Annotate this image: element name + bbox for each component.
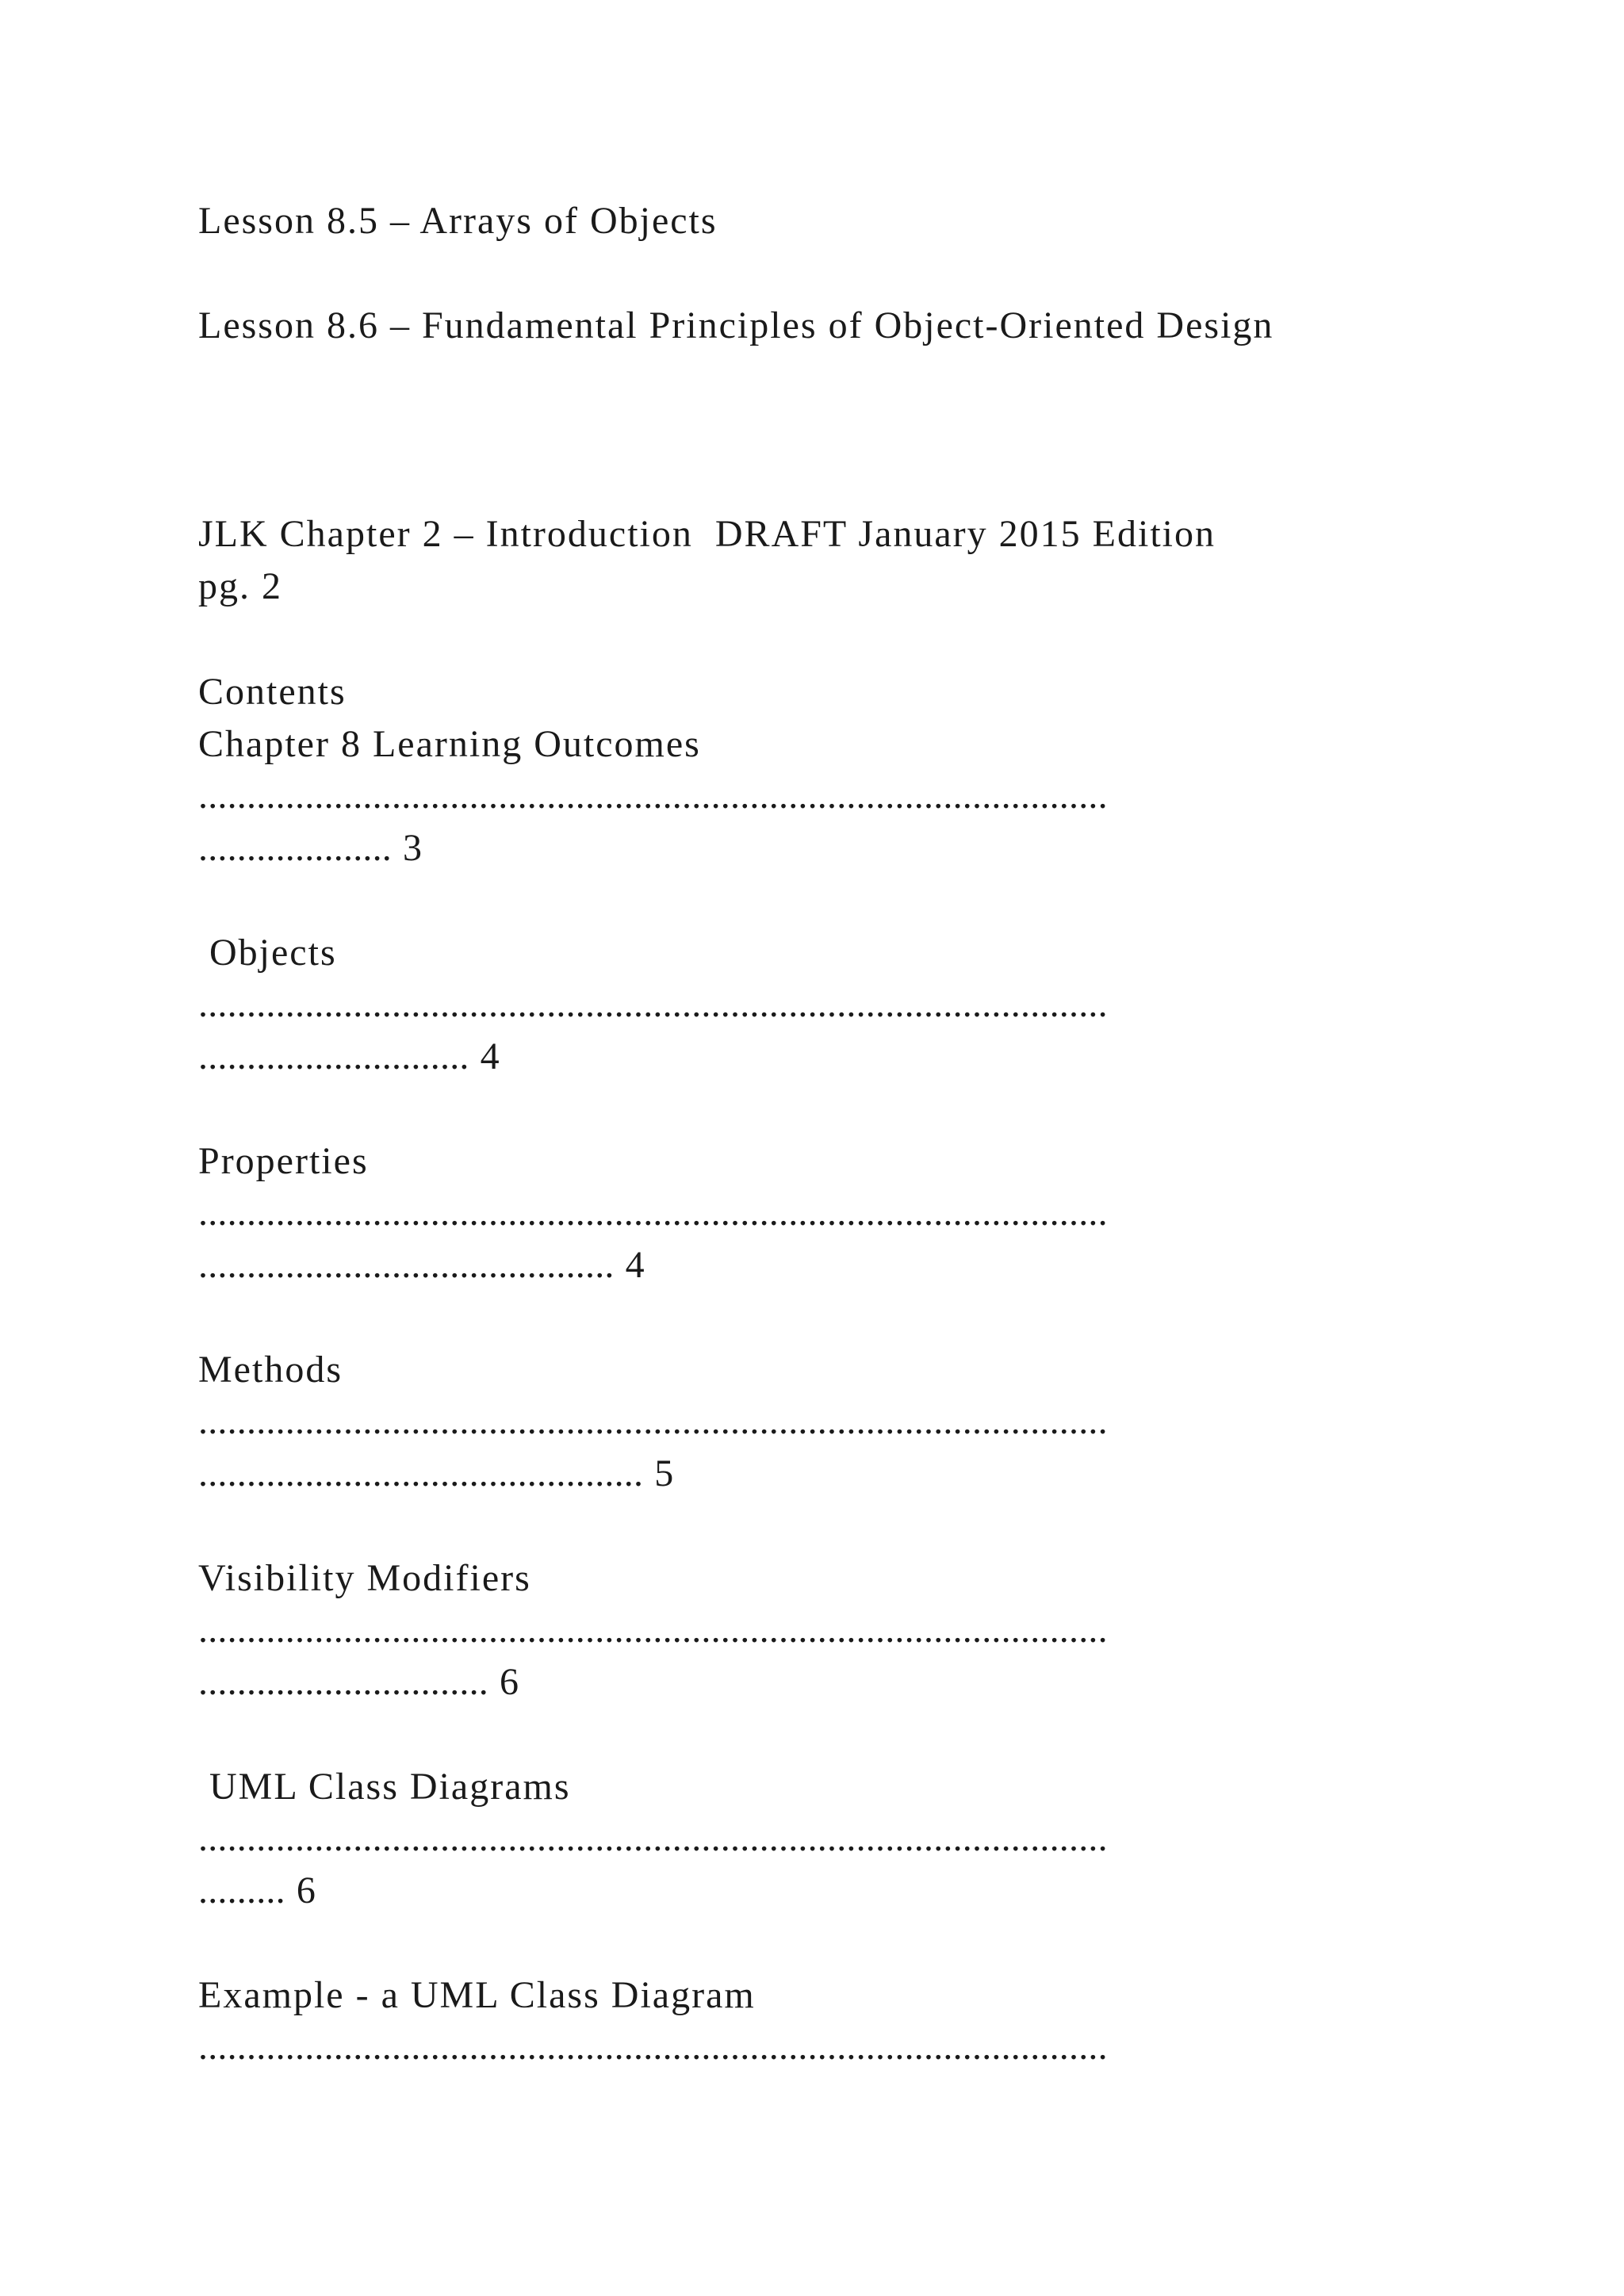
toc-page-number: 6	[500, 1661, 520, 1703]
toc-leader-dots: ..............................................................................................	[198, 775, 1108, 817]
page-number-label: pg. 2	[198, 565, 282, 607]
contents-title: Contents	[198, 671, 347, 713]
running-header-line: JLK Chapter 2 – Introduction DRAFT January 2015 Edition	[198, 513, 1216, 555]
toc-leader-dots: ............................	[198, 1035, 469, 1077]
toc-leader-dots: ..............................	[198, 1661, 488, 1703]
toc-leader-dots: .........	[198, 1869, 285, 1911]
toc-leader-dots: ..............................................................................................	[198, 2026, 1108, 2068]
toc-entry-page-line	[198, 1452, 676, 1494]
toc-leader-dots: ..............................................................................................	[198, 1817, 1108, 1859]
toc-leader-dots: ..............................................................................................	[198, 983, 1108, 1025]
toc-page-number: 4	[480, 1035, 501, 1077]
toc-leader-dots: ..............................................	[198, 1452, 644, 1494]
toc-page-number: 6	[296, 1869, 317, 1911]
toc-entry-page-line	[198, 1869, 317, 1911]
toc-entry-page-line	[198, 829, 423, 867]
toc-leader-dots: ..............................................................................................	[198, 1192, 1108, 1234]
toc-leader-dots: ..............................................................................................	[198, 1609, 1108, 1651]
lesson-8-5-heading: Lesson 8.5 – Arrays of Objects	[198, 200, 718, 242]
toc-entry-page-line	[198, 1035, 501, 1077]
toc-page-number: 5	[654, 1452, 676, 1494]
lesson-8-6-heading: Lesson 8.6 – Fundamental Principles of Object-Oriented Design	[198, 304, 1274, 346]
toc-page-number: 4	[625, 1244, 646, 1286]
toc-entry-title: UML Class Diagrams	[198, 1766, 571, 1808]
toc-entry-page-line	[198, 1246, 646, 1284]
toc-page-number: 3	[403, 827, 423, 869]
toc-entry-title: Objects	[198, 932, 337, 974]
toc-leader-dots: ..............................................................................................	[198, 1400, 1108, 1442]
toc-leader-dots: ...........................................	[198, 1244, 615, 1286]
toc-entry-title: Properties	[198, 1140, 369, 1182]
toc-entry-title: Visibility Modifiers	[198, 1557, 531, 1599]
toc-leader-dots: ....................	[198, 827, 392, 869]
toc-entry-title: Methods	[198, 1349, 343, 1391]
toc-entry-title: Chapter 8 Learning Outcomes	[198, 723, 701, 765]
toc-entry-page-line	[198, 1663, 520, 1701]
toc-entry-title: Example - a UML Class Diagram	[198, 1974, 756, 2016]
